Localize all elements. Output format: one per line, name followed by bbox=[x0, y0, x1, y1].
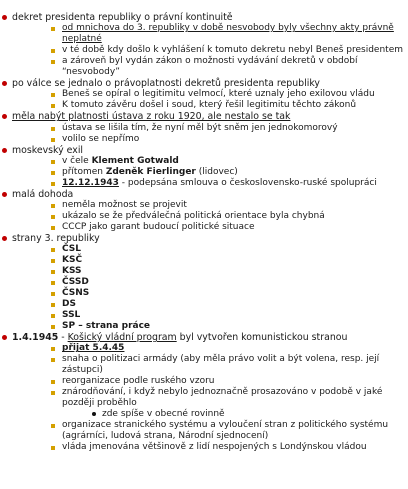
outline-item bbox=[0, 145, 408, 189]
sub-item: ústava se lišila tím, že nyní měl být sněm jen jednokomorový bbox=[49, 123, 408, 134]
item-text: měla nabýt platnosti ústava z roku 1920, ale nestalo se tak bbox=[12, 111, 408, 122]
sub-item: přijat 5.4.45 bbox=[49, 343, 408, 354]
sub-item: snaha o politizaci armády (aby měla právo volit a být volena, resp. její zástupci) bbox=[49, 354, 408, 376]
item-text: moskevský exil bbox=[12, 145, 408, 156]
sub-item bbox=[49, 387, 408, 420]
party-item: ČSSD bbox=[49, 277, 408, 288]
sub-item: K tomuto závěru došel i soud, který řešil legitimitu těchto zákonů bbox=[49, 100, 408, 111]
sub-item: volilo se nepřímo bbox=[49, 134, 408, 145]
item-suffix: byl vytvořen komunistickou stranou bbox=[176, 332, 348, 344]
sub-item-text: znárodňování, i když nebylo jednoznačně prosazováno v podobě v jaké později proběhlo bbox=[62, 387, 383, 409]
outline-list bbox=[0, 12, 408, 453]
sub-item-prefix: v čele bbox=[62, 155, 92, 166]
item-text: po válce se jednalo o právoplatnosti dekretů presidenta republiky bbox=[12, 78, 408, 89]
item-date: 1.4.1945 bbox=[12, 332, 59, 344]
party-item: DS bbox=[49, 299, 408, 310]
sub-item-name: Klement Gotwald bbox=[91, 155, 179, 166]
sub-item: neměla možnost se projevit bbox=[49, 200, 408, 211]
sub-item: vláda jmenována většinově z lidí nespojených s Londýnskou vládou bbox=[49, 442, 408, 453]
outline-item bbox=[0, 12, 408, 78]
outline-item bbox=[0, 189, 408, 233]
sub-item-suffix: (lidovec) bbox=[195, 166, 238, 177]
party-item: ČSNS bbox=[49, 288, 408, 299]
item-separator: - bbox=[58, 332, 68, 344]
sub-item-prefix: přítomen bbox=[62, 166, 106, 177]
sub-item-date: 12.12.1943 bbox=[62, 177, 119, 188]
item-text bbox=[12, 332, 408, 343]
sub-item: a zároveň byl vydán zákon o možnosti vydávání dekretů v období “nesvobody” bbox=[49, 56, 408, 78]
sub-item: v té době kdy došlo k vyhlášení k tomuto dekretu nebyl Beneš presidentem bbox=[49, 45, 408, 56]
sub-item: ukázalo se že předválečná politická orientace byla chybná bbox=[49, 211, 408, 222]
party-item: KSS bbox=[49, 266, 408, 277]
sub-item bbox=[49, 167, 408, 178]
sub-item: CCCP jako garant budoucí politické situace bbox=[49, 222, 408, 233]
outline-item bbox=[0, 111, 408, 144]
sub-item: reorganizace podle ruského vzoru bbox=[49, 376, 408, 387]
party-item: ČSL bbox=[49, 244, 408, 255]
item-link-text: Košický vládní program bbox=[67, 332, 177, 344]
item-text: strany 3. republiky bbox=[12, 233, 408, 244]
outline-item bbox=[0, 78, 408, 111]
party-item: SP – strana práce bbox=[49, 321, 408, 332]
party-item: SSL bbox=[49, 310, 408, 321]
sub-item: organizace stranického systému a vyloučení stran z politického systému (agrárníci, ludová strana, Národní sjednocení) bbox=[49, 420, 408, 442]
item-text: malá dohoda bbox=[12, 189, 408, 200]
sub-item-suffix: - podepsána smlouva o československo-ruské spolupráci bbox=[118, 177, 377, 188]
outline-item bbox=[0, 233, 408, 332]
sub-item bbox=[49, 178, 408, 189]
sub-item-name: Zdeněk Fierlinger bbox=[105, 166, 196, 177]
sub-item: od mnichova do 3. republiky v době nesvobody byly všechny akty právně neplatné bbox=[49, 23, 408, 45]
sub-sub-item: zde spíše v obecné rovinně bbox=[90, 409, 408, 420]
outline-item bbox=[0, 332, 408, 453]
item-text: dekret presidenta republiky o právní kontinuitě bbox=[12, 12, 408, 23]
sub-item: Beneš se opíral o legitimitu velmocí, které uznaly jeho exilovou vládu bbox=[49, 89, 408, 100]
sub-item bbox=[49, 156, 408, 167]
party-item: KSČ bbox=[49, 255, 408, 266]
